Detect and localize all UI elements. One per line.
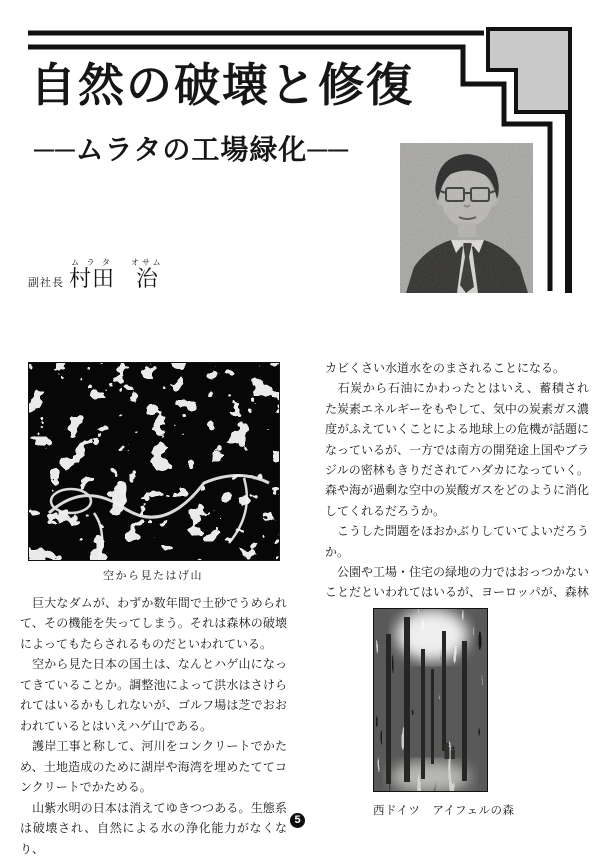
article-title: 自然の破壊と修復: [30, 59, 414, 111]
aerial-photo-figure: [28, 362, 278, 587]
aerial-photo-caption: 空から見たはげ山: [103, 570, 203, 582]
page-number-badge: [290, 813, 305, 828]
forest-ground-light: [390, 761, 470, 792]
author-role: 副社長: [28, 277, 64, 289]
author-name: [69, 258, 164, 293]
article-subtitle: ──ムラタの工場緑化──: [34, 134, 350, 165]
aerial-photo: [28, 362, 280, 561]
forest-photo-caption: 西ドイツ アイフェルの森: [373, 804, 515, 817]
right-column: [325, 358, 589, 825]
body-paragraph: 山紫水明の日本は消えてゆきつつある。生態系は破壊され、自然による水の浄化能力がなくなり、: [20, 800, 287, 856]
author-family-name: 村田ムラタ: [69, 258, 116, 291]
portrait-photo: [400, 143, 533, 293]
body-paragraph: 石炭から石油にかわったとはいえ、蓄積された炭素エネルギーをもやして、気中の炭素ガス濃度がふえていくことによる地球上の危機が話題になっているが、一方では南方の開発途上国やブラジルの密林もきりだされてハダカになっていく。森や海が過剰な空中の炭酸ガスをどのように消化してくれるだろうか。: [325, 381, 590, 518]
outer-vertical-bar: [565, 112, 572, 293]
body-paragraph: 護岸工事と称して、河川をコンクリートでかため、土地造成のために湖岸や海湾を埋めたててコンクリートでかためる。: [20, 739, 287, 794]
forest-photo-figure: [373, 608, 543, 821]
page-number: 5: [294, 814, 301, 826]
body-paragraph: カビくさい水道水をのまされることになる。: [325, 361, 566, 375]
body-paragraph: 公園や工場・住宅の緑地の力ではおっつかないことだといわれてはいるが、ヨーロッパが、森林: [325, 565, 590, 600]
author-line: [28, 258, 164, 293]
body-paragraph: こうした問題をほおかぶりしていてよいだろうか。: [325, 524, 590, 559]
author-given-name: 治オサム: [131, 258, 164, 291]
forest-photo: [373, 608, 488, 792]
left-column: [20, 362, 287, 859]
body-paragraph: 空から見た日本の国土は、なんとハゲ山になってきていることか。調整池によって洪水はさけられてはいるかもしれないが、ゴルフ場は芝でおおわれているとはいえハゲ山である。: [20, 657, 287, 733]
gray-step-block: [488, 29, 570, 112]
body-paragraph: 巨大なダムが、わずか数年間で土砂でうめられて、その機能を失ってしまう。それは森林の破壊によってもたらされるものだといわれている。: [20, 595, 287, 651]
